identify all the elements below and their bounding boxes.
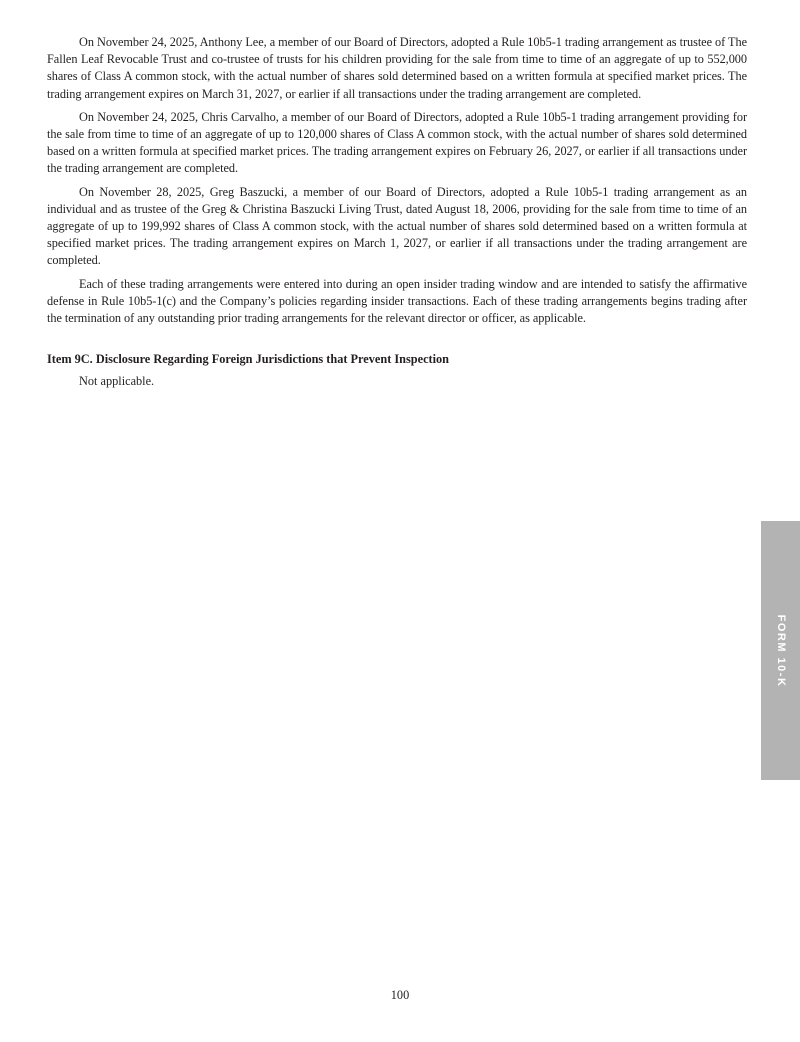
page-number: 100 [390, 988, 410, 1002]
paragraph-chris-carvalho: On November 24, 2025, Chris Carvalho, a member of our Board of Directors, adopted a Rule 10b5-1 trading arrangement providing for the sale from time to time of an aggregate of up to 120,000 shares of Class A common stock, with the actual number of shares sold determined based on a written formula at specified market prices. The trading arrangement expires on February 26, 2027, or earlier if all transactions under the trading arrangement are completed. [47, 109, 747, 176]
document-body [47, 34, 747, 390]
paragraph-trading-arrangements-summary: Each of these trading arrangements were entered into during an open insider trading window and are intended to satisfy the affirmative defense in Rule 10b5-1(c) and the Company’s policies regarding insider transactions. Each of these trading arrangements begins trading after the termination of any outstanding prior trading arrangements for the relevant director or officer, as applicable. [47, 276, 747, 326]
section-heading-item-9c: Item 9C. Disclosure Regarding Foreign Jurisdictions that Prevent Inspection [47, 352, 450, 367]
side-tab-label: FORM 10-K [774, 614, 787, 687]
form-10k-side-tab [761, 521, 800, 780]
paragraph-greg-baszucki: On November 28, 2025, Greg Baszucki, a member of our Board of Directors, adopted a Rule 10b5-1 trading arrangement as an individual and as trustee of the Greg & Christina Baszucki Living Trust, dated August 18, 2006, providing for the sale from time to time of an aggregate of up to 199,992 shares of Class A common stock, with the actual number of shares sold determined based on a written formula at specified market prices. The trading arrangement expires on March 1, 2027, or earlier if all transactions under the trading arrangement are completed. [47, 184, 747, 268]
paragraph-anthony-lee: On November 24, 2025, Anthony Lee, a member of our Board of Directors, adopted a Rule 10b5-1 trading arrangement as trustee of The Fallen Leaf Revocable Trust and co-trustee of trusts for his children providing for the sale from time to time of an aggregate of up to 552,000 shares of Class A common stock, with the actual number of shares sold determined based on a written formula at specified market prices. The trading arrangement expires on March 31, 2027, or earlier if all transactions under the trading arrangement are completed. [47, 35, 747, 101]
section-body-item-9c: Not applicable. [79, 374, 155, 389]
